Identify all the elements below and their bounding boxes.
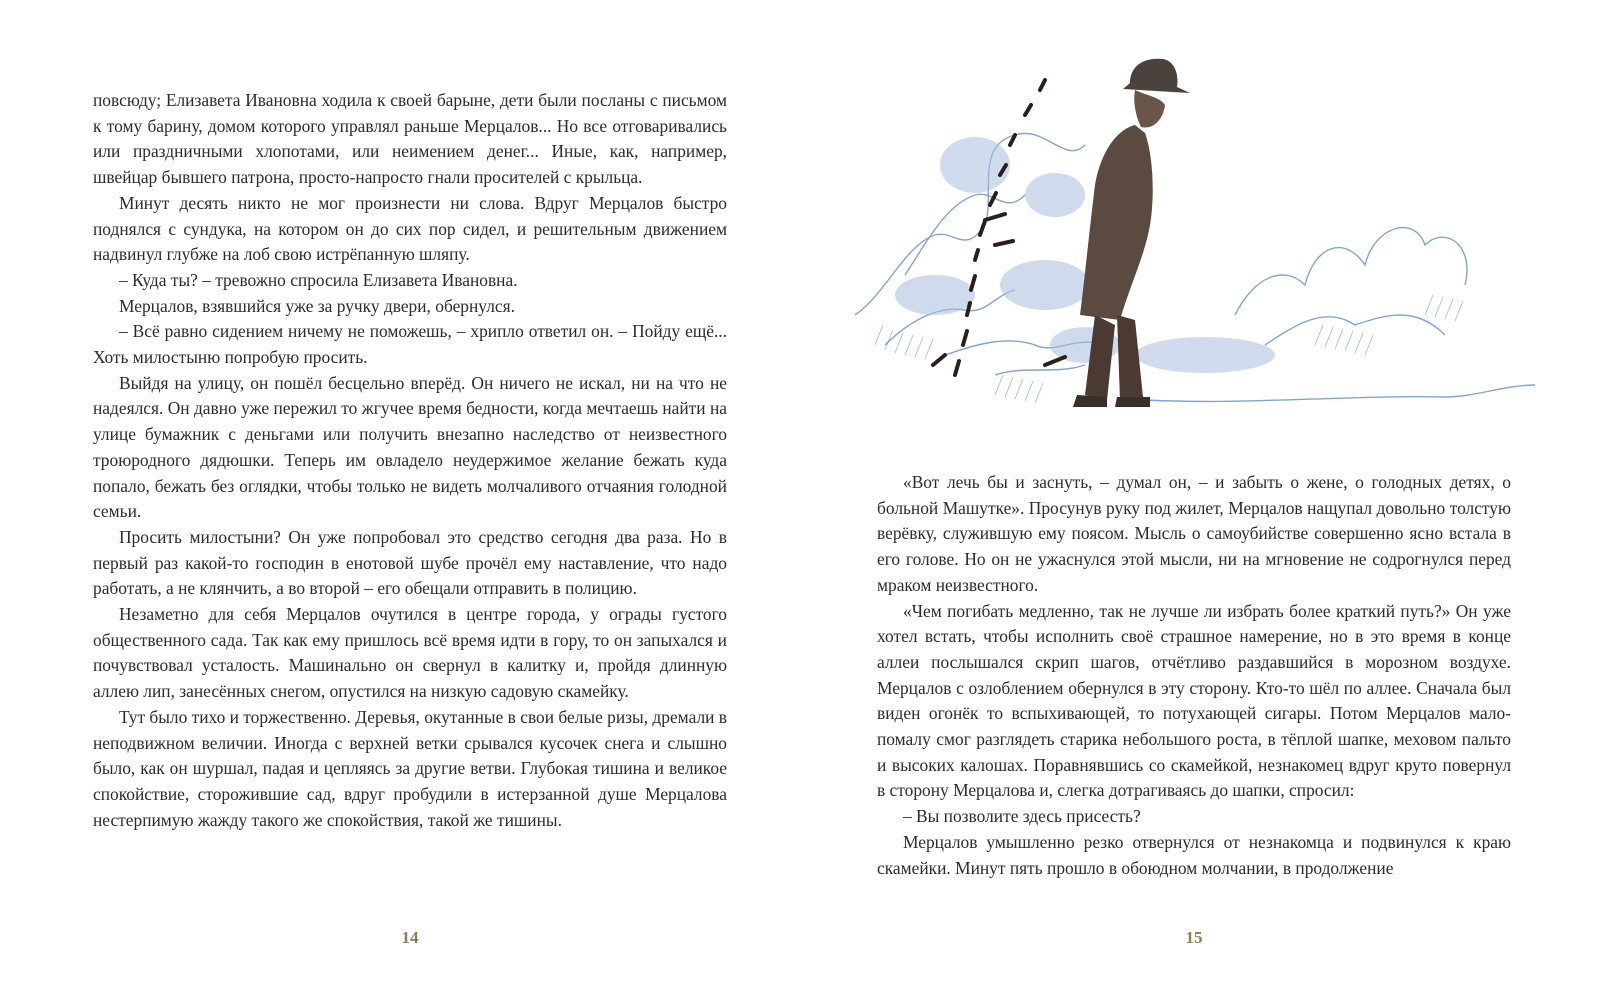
coat bbox=[1080, 125, 1153, 320]
paragraph: «Чем погибать медленно, так не лучше ли избрать более краткий путь?» Он уже хотел встать, чтобы исполнить своё страшное намерение, но в это время в конце аллеи послышался скрип шагов, отчётливо раздавшийся в морозном воздухе. Мерцалов с озлоблением обернулся в эту сторону. Кто-то шёл по аллее. Сначала был виден огонёк то вспыхивающей, то потухающей сигары. Потом Мерцалов мало-помалу смог разглядеть старика небольшого роста, в тёплой шапке, меховом пальто и высоких калошах. Поравнявшись со скамейкой, незнакомец вдруг круто повернул в сторону Мерцалова и, слегка дотрагиваясь до шапки, спросил: bbox=[877, 600, 1511, 801]
paragraph: Мерцалов, взявшийся уже за ручку двери, обернулся. bbox=[119, 295, 515, 316]
hat-icon bbox=[1123, 59, 1190, 93]
right-page-text bbox=[877, 470, 1511, 881]
legs bbox=[1085, 315, 1143, 400]
paragraph: «Вот лечь бы и заснуть, – думал он, – и забыть о жене, о голодных детях, о больной Машутке». Просунув руку под жилет, Мерцалов нащупал довольно толстую верёвку, служившую ему поясом. Мысль о самоубийстве совершенно ясно встала в его голове. Но он не ужаснулся этой мысли, ни на мгновение не содрогнулся перед мраком неизвестного. bbox=[877, 472, 1511, 595]
left-page-text bbox=[93, 88, 727, 833]
paragraph: Тут было тихо и торжественно. Деревья, окутанные в свои белые ризы, дремали в неподвижном величии. Иногда с верхней ветки срывался кусочек снега и слышно было, как он шуршал, падая и цепляясь за другие ветви. Глубокая тишина и великое спокойствие, сторожившие сад, вдруг пробудили в истерзанной душе Мерцалова нестерпимую жажду такого же спокойствия, такой же тишины. bbox=[93, 706, 727, 830]
head bbox=[1134, 90, 1165, 128]
page-number: 15 bbox=[1185, 928, 1203, 947]
paragraph: повсюду; Елизавета Ивановна ходила к своей барыне, дети были посланы с письмом к тому барину, домом которого управлял раньше Мерцалов... Но все отговаривались или праздничными хлопотами, или неимением денег... Иные, как, например, швейцар бывшего патрона, просто-напросто гнали просителей с крыльца. bbox=[93, 90, 727, 188]
snowy-bushes-right bbox=[1145, 228, 1535, 402]
paragraph: Просить милостыни? Он уже попробовал это средство сегодня два раза. Но в первый раз какой-то господин в енотовой шубе прочёл ему наставление, что надо работать, а не клянчить, а во второй – его обещали отправить в полицию. bbox=[93, 526, 727, 599]
paragraph: – Куда ты? – тревожно спросила Елизавета Ивановна. bbox=[119, 269, 518, 290]
dark-twig bbox=[933, 80, 1065, 375]
paragraph: Незаметно для себя Мерцалов очутился в центре города, у ограды густого общественного сада. Так как ему пришлось всё время идти в гору, то он запыхался и почувствовал усталость. Машинально он свернул в калитку и, пройдя длинную аллею лип, занесённых снегом, опустился на низкую садовую скамейку. bbox=[93, 604, 727, 702]
page-number: 14 bbox=[401, 928, 419, 947]
winter-garden-illustration bbox=[845, 45, 1545, 465]
paragraph: Выйдя на улицу, он пошёл бесцельно вперёд. Он ничего не искал, ни на что не надеялся. Он давно уже пережил то жгучее время бедности, когда мечтаешь найти на улице бумажник с деньгами или получить внезапно наследство от неизвестного троюродного дядюшки. Теперь им овладело неудержимое желание бежать куда попало, бежать без оглядки, чтобы только не видеть молчаливого отчаяния голодной семьи. bbox=[93, 372, 727, 522]
paragraph: – Вы позволите здесь присесть? bbox=[903, 806, 1141, 827]
snow-shadows bbox=[895, 137, 1275, 373]
paragraph: – Всё равно сидением ничему не поможешь, – хрипло ответил он. – Пойду ещё... Хоть милостыню попробую просить. bbox=[93, 321, 727, 368]
paragraph: Минут десять никто не мог произнести ни слова. Вдруг Мерцалов быстро поднялся с сундука, на котором он до сих пор сидел, и решительным движением надвинул глубже на лоб свою истрёпанную шляпу. bbox=[93, 192, 727, 265]
paragraph: Мерцалов умышленно резко отвернулся от незнакомца и подвинулся к краю скамейки. Минут пять прошло в обоюдном молчании, в продолжение bbox=[877, 831, 1511, 878]
